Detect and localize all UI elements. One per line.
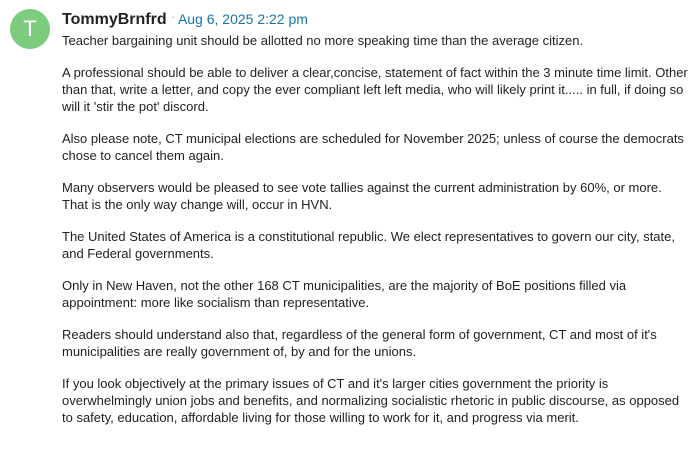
timestamp-link[interactable]: Aug 6, 2025 2:22 pm bbox=[177, 11, 308, 27]
avatar-letter: T bbox=[23, 16, 37, 41]
comment-paragraph: Readers should understand also that, regardless of the general form of government, CT and most of it's municipalities are really government of, by and for the unions. bbox=[62, 327, 657, 359]
separator-dot: · bbox=[171, 12, 175, 23]
comment-body bbox=[62, 32, 690, 441]
comment-paragraph: Only in New Haven, not the other 168 CT municipalities, are the majority of BoE positions filled via appointment: more like socialism than representative. bbox=[62, 278, 627, 310]
comment-paragraph: Many observers would be pleased to see vote tallies against the current administration by 60%, or more. That is the only way change will, occur in HVN. bbox=[62, 180, 662, 212]
avatar[interactable] bbox=[10, 9, 50, 49]
comment-paragraph: If you look objectively at the primary issues of CT and it's larger cities government the priority is overwhelmingly union jobs and benefits, and normalizing socialistic rhetoric in public discourse, as opposed to safety, education, affordable living for those willing to work for it, and progress via merit. bbox=[62, 376, 680, 425]
comment-header bbox=[62, 10, 308, 31]
comment-paragraph: The United States of America is a constitutional republic. We elect representatives to govern our city, state, and Federal governments. bbox=[62, 229, 675, 261]
comment-paragraph: Teacher bargaining unit should be allotted no more speaking time than the average citizen. bbox=[62, 33, 584, 48]
comment-paragraph: Also please note, CT municipal elections are scheduled for November 2025; unless of course the democrats chose to cancel them again. bbox=[62, 131, 684, 163]
comment-paragraph: A professional should be able to deliver a clear,concise, statement of fact within the 3 minute time limit. Other than that, write a letter, and copy the ever compliant left left media, who will likely print it..... in full, if doing so will it 'stir the pot' discord. bbox=[62, 65, 688, 114]
author-name[interactable]: TommyBrnfrd bbox=[62, 11, 167, 28]
